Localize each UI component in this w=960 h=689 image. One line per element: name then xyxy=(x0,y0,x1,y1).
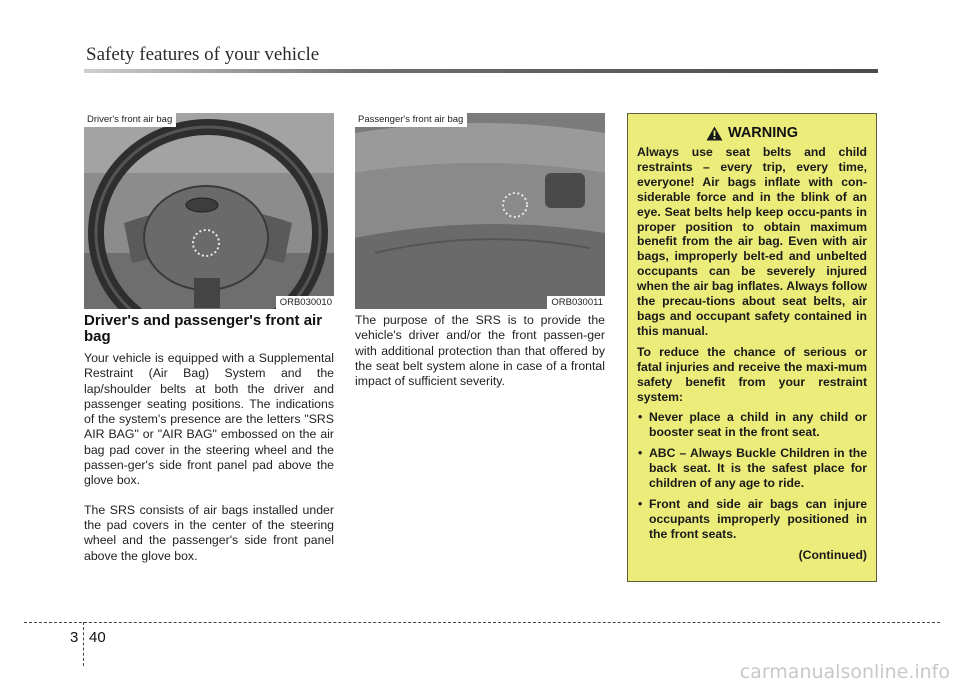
warning-triangle-icon xyxy=(706,126,723,141)
driver-figure-code: ORB030010 xyxy=(276,296,334,309)
body-paragraph: The purpose of the SRS is to provide the vehicle's driver and/or the front passen-ger with additional protection than that offered by the seat belt system alone in case of a frontal impact of sufficient severity. xyxy=(355,313,605,389)
steering-wheel-illustration xyxy=(84,113,334,309)
dashboard-illustration xyxy=(355,113,605,309)
driver-figure-label: Driver's front air bag xyxy=(84,113,176,127)
warning-list xyxy=(637,410,867,541)
warning-paragraph: To reduce the chance of serious or fatal injuries and receive the maxi-mum safety benefit from your restraint system: xyxy=(637,344,867,404)
warning-list-item: • Never place a child in any child or booster seat in the front seat. xyxy=(637,410,867,440)
warning-list-item: • Front and side air bags can injure occupants improperly positioned in the front seats. xyxy=(637,497,867,542)
passenger-airbag-figure xyxy=(355,113,605,309)
passenger-figure-label: Passenger's front air bag xyxy=(355,113,467,127)
body-paragraph: Your vehicle is equipped with a Supplemental Restraint (Air Bag) System and the lap/shoulder belts at both the driver and passenger seating positions. The indications of the system's presence are the letters "SRS AIR BAG" or "AIR BAG" embossed on the air bag pad cover in the steering wheel and the passen-ger's side front panel pad above the glove box. xyxy=(84,351,334,488)
continued-label: (Continued) xyxy=(798,547,867,562)
page-header-title: Safety features of your vehicle xyxy=(86,44,320,65)
footer-divider xyxy=(83,622,84,666)
body-paragraph: The SRS consists of air bags installed under the pad covers in the center of the steering wheel and the passenger's side front panel above the glove box. xyxy=(84,502,334,563)
warning-paragraph: Always use seat belts and child restraints – every trip, every time, everyone! Air bags inflate with con-siderable force and in the blink of an eye. Seat belts help keep occu-pants in proper position to obtain maximum benefit from the air bag. Even with air bags, improperly belt-ed and unbelted occupants can be severely injured when the air bag inflates. Always follow the precau-tions about seat belts, air bags and occupant safety contained in this manual. xyxy=(637,145,867,338)
section-heading: Driver's and passenger's front air bag xyxy=(84,312,323,345)
warning-title: WARNING xyxy=(727,125,799,141)
header-rule xyxy=(84,69,878,73)
middle-column xyxy=(355,313,605,403)
passenger-figure-code: ORB030011 xyxy=(547,296,605,309)
driver-airbag-figure xyxy=(84,113,334,309)
chapter-number: 3 xyxy=(70,629,79,646)
warning-box xyxy=(627,113,877,582)
warning-list-item: • ABC – Always Buckle Children in the back seat. It is the safest place for children of any age to ride. xyxy=(637,446,867,491)
footer-rule xyxy=(24,622,940,623)
page-number: 40 xyxy=(89,629,106,646)
left-column xyxy=(84,313,334,578)
warning-header xyxy=(637,125,867,141)
watermark: carmanualsonline.info xyxy=(739,661,950,683)
